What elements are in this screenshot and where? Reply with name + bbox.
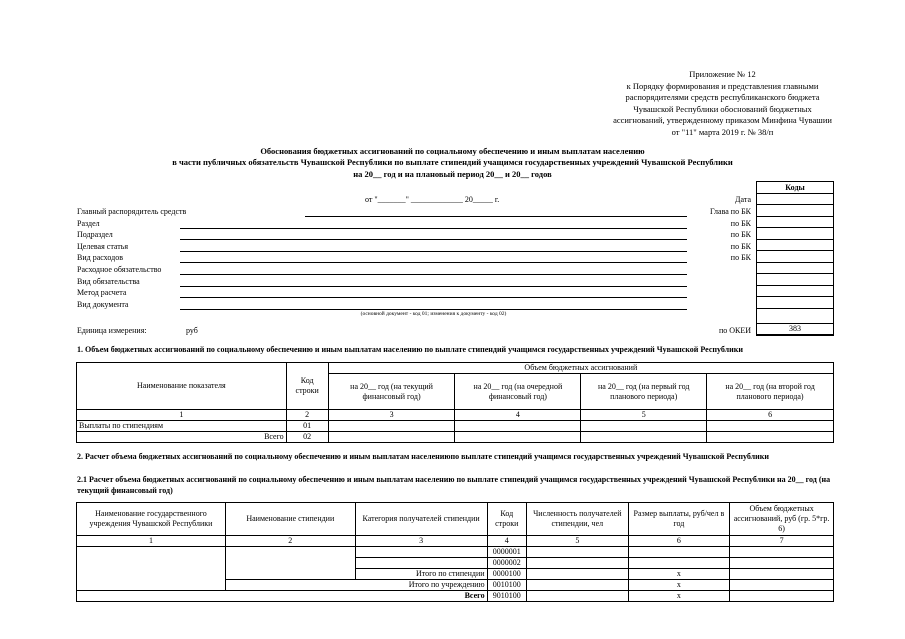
code-cell-spacer <box>757 308 834 323</box>
label-section-bk: по БК <box>730 219 751 228</box>
s1-h-col4: на 20__ год (на второй год планового периода) <box>707 374 834 410</box>
field-section-line[interactable] <box>180 228 687 229</box>
codes-table <box>756 181 834 336</box>
s2-h6: Размер выплаты, руб/чел в год <box>628 503 730 536</box>
s1-row2-code: 02 <box>286 432 328 443</box>
s2-cell[interactable] <box>730 558 834 569</box>
unit-value: руб <box>186 326 198 335</box>
label-chapter: Глава по БК <box>710 207 751 216</box>
label-date: Дата <box>735 195 751 204</box>
code-cell-doc-type[interactable] <box>757 297 834 309</box>
field-obligation-type-line[interactable] <box>180 286 687 287</box>
field-obligation-label: Расходное обязательство <box>77 265 162 274</box>
s1-row1-code: 01 <box>286 421 328 432</box>
s2-x: x <box>628 591 730 602</box>
s2-cell[interactable] <box>730 547 834 558</box>
s1-cell[interactable] <box>707 432 834 443</box>
s2-cell[interactable] <box>527 580 629 591</box>
approval-line: Чувашской Республики обоснований бюджетных <box>633 103 812 114</box>
s1-cell[interactable] <box>328 421 455 432</box>
s1-row1-name: Выплаты по стипендиям <box>77 421 287 432</box>
field-expense-line[interactable] <box>180 262 687 263</box>
s1-row2-name: Всего <box>77 432 287 443</box>
section2-table <box>76 502 834 602</box>
s2-cell[interactable] <box>527 569 629 580</box>
date-line[interactable]: от "_______" _____________ 20_____ г. <box>365 195 500 204</box>
s2-code: 0000100 <box>487 569 526 580</box>
s2-category-cell[interactable] <box>355 558 487 569</box>
s2-num: 2 <box>225 536 355 547</box>
s2-cell[interactable] <box>527 591 629 602</box>
s2-h1: Наименование государственного учреждения Чувашской Республики <box>77 503 226 536</box>
s1-cell[interactable] <box>455 432 581 443</box>
code-cell-obligation-type[interactable] <box>757 274 834 286</box>
s1-num: 2 <box>286 410 328 421</box>
field-manager-line[interactable] <box>305 216 687 217</box>
s2-code: 0000001 <box>487 547 526 558</box>
label-okei: по ОКЕИ <box>718 326 751 335</box>
s1-h-col1: на 20__ год (на текущий финансовый год) <box>328 374 455 410</box>
s2-cell[interactable] <box>628 547 730 558</box>
field-obligation-line[interactable] <box>180 274 687 275</box>
unit-label: Единица измерения: <box>77 326 147 335</box>
approval-line: распорядителями средств республиканского бюджета <box>625 92 820 102</box>
s2-code: 9010100 <box>487 591 526 602</box>
s1-h-name: Наименование показателя <box>77 363 287 410</box>
section1-table <box>76 362 834 443</box>
s2-cell[interactable] <box>730 569 834 580</box>
s2-num: 6 <box>628 536 730 547</box>
s1-cell[interactable] <box>455 421 581 432</box>
s1-num: 4 <box>455 410 581 421</box>
section2-title: 2. Расчет объема бюджетных ассигнований по социальному обеспечению и иным выплатам населениюпо выплате стипендий учащимся государственных учреждений Чувашской Республики <box>77 452 769 461</box>
label-target-bk: по БК <box>730 242 751 251</box>
s2-h5: Численность получателей стипендии, чел <box>527 503 629 536</box>
s2-h2: Наименование стипендии <box>225 503 355 536</box>
doc-type-hint: (основной документ - код 01; изменения к документу - код 02) <box>360 311 507 317</box>
section1-title: 1. Объем бюджетных ассигнований по социальному обеспечению и иным выплатам населению по выплате стипендий учащимся государственных учреждений Чувашской Республики <box>77 345 743 354</box>
okei-code: 383 <box>757 323 834 335</box>
field-method-line[interactable] <box>180 297 687 298</box>
s2-institution-cell[interactable] <box>77 547 226 591</box>
s1-cell[interactable] <box>581 432 707 443</box>
doc-title-line1: Обоснования бюджетных ассигнований по социальному обеспечению и иным выплатам населению <box>260 146 645 156</box>
s1-cell[interactable] <box>707 421 834 432</box>
section21-title: 2.1 Расчет объема бюджетных ассигнований по социальному обеспечению и иным выплатам населению по выплате стипендий учащимся государственных учреждений Чувашской Республики на 20__ год (на текущий финансовый год) <box>77 475 831 495</box>
label-expense-bk: по БК <box>730 253 751 262</box>
s2-num: 4 <box>487 536 526 547</box>
s2-h7: Объем бюджетных ассигнований, руб (гр. 5*гр. 6) <box>730 503 834 536</box>
s2-cell[interactable] <box>730 580 834 591</box>
approval-line: Приложение № 12 <box>689 69 756 79</box>
approval-line: к Порядку формирования и представления главными <box>626 80 819 91</box>
s2-cell[interactable] <box>628 558 730 569</box>
s2-total: Всего <box>77 591 488 602</box>
s2-num: 7 <box>730 536 834 547</box>
s1-cell[interactable] <box>581 421 707 432</box>
code-cell-target[interactable] <box>757 239 834 251</box>
s2-num: 3 <box>355 536 487 547</box>
s1-h-volume: Объем бюджетных ассигнований <box>328 363 833 374</box>
field-subsection-label: Подраздел <box>77 230 113 239</box>
s1-num: 3 <box>328 410 455 421</box>
s2-h3: Категория получателей стипендии <box>355 503 487 536</box>
s2-category-cell[interactable] <box>355 547 487 558</box>
s1-h-col2: на 20__ год (на очередной финансовый год) <box>455 374 581 410</box>
s2-cell[interactable] <box>527 547 629 558</box>
s1-num: 6 <box>707 410 834 421</box>
code-cell-subsection[interactable] <box>757 228 834 240</box>
doc-title-line3: на 20__ год и на плановый период 20__ и 20__ годов <box>353 169 552 179</box>
s2-cell[interactable] <box>527 558 629 569</box>
codes-header: Коды <box>757 182 834 194</box>
field-method-label: Метод расчета <box>77 288 127 297</box>
s1-num: 5 <box>581 410 707 421</box>
s1-cell[interactable] <box>328 432 455 443</box>
s2-cell[interactable] <box>730 591 834 602</box>
label-subsection-bk: по БК <box>730 230 751 239</box>
approval-line: ассигнований, утвержденному приказом Минфина Чувашии <box>613 115 832 125</box>
s2-total-stipend: Итого по стипендии <box>355 569 487 580</box>
field-doc-type-line[interactable] <box>180 309 687 310</box>
code-cell-date[interactable] <box>757 193 834 205</box>
code-cell-method[interactable] <box>757 285 834 297</box>
s2-x: x <box>628 580 730 591</box>
field-doc-type-label: Вид документа <box>77 300 129 309</box>
field-obligation-type-label: Вид обязательства <box>77 277 140 286</box>
field-subsection-line[interactable] <box>180 239 687 240</box>
field-section-label: Раздел <box>77 219 100 228</box>
approval-block <box>590 69 855 138</box>
code-cell-obligation[interactable] <box>757 262 834 274</box>
s2-code: 0000002 <box>487 558 526 569</box>
s2-num: 1 <box>77 536 226 547</box>
s1-h-col3: на 20__ год (на первый год планового периода) <box>581 374 707 410</box>
s2-num: 5 <box>527 536 629 547</box>
code-cell-expense-type[interactable] <box>757 251 834 263</box>
field-target-label: Целевая статья <box>77 242 129 251</box>
code-cell-chapter[interactable] <box>757 205 834 217</box>
field-target-line[interactable] <box>180 251 687 252</box>
s2-x: x <box>628 569 730 580</box>
s1-num: 1 <box>77 410 287 421</box>
field-manager-label: Главный распорядитель средств <box>77 207 187 216</box>
s1-h-code: Код строки <box>286 363 328 410</box>
s2-h4: Код строки <box>487 503 526 536</box>
field-expense-label: Вид расходов <box>77 253 123 262</box>
doc-title-line2: в части публичных обязательств Чувашской Республики по выплате стипендий учащимся государственных учреждений Чувашской Республики <box>172 157 733 167</box>
s2-total-inst: Итого по учреждению <box>225 580 487 591</box>
code-cell-section[interactable] <box>757 216 834 228</box>
approval-line: от "11" марта 2019 г. № 38/п <box>671 126 774 137</box>
s2-stipend-cell[interactable] <box>225 547 355 580</box>
s2-code: 0010100 <box>487 580 526 591</box>
